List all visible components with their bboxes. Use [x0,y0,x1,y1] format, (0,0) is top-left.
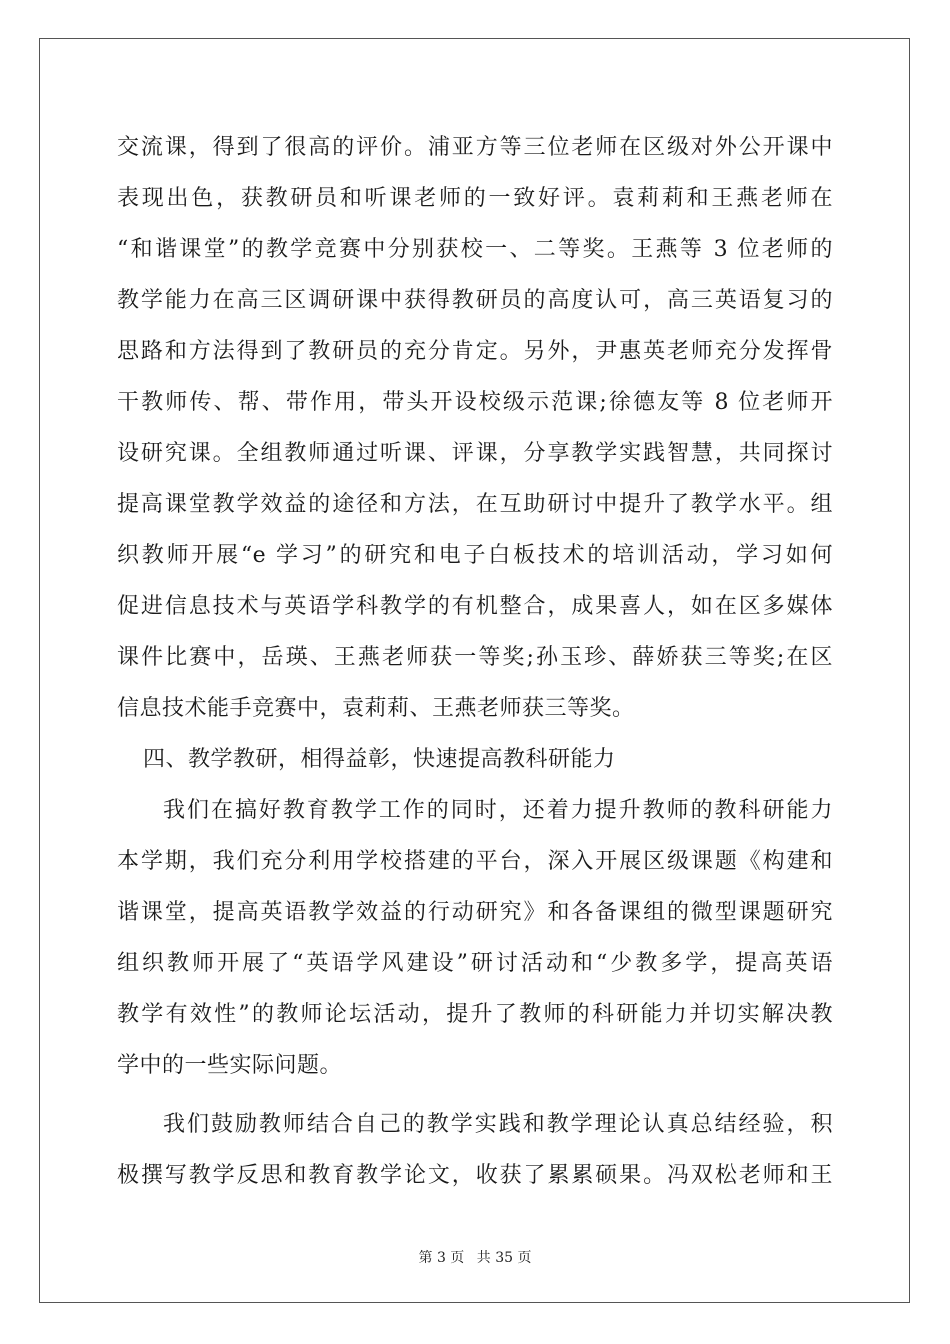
page-number: 第 3 页 [418,1250,465,1266]
text-line: “和谐课堂”的教学竞赛中分别获校一、二等奖。王燕等 3 位老师的 [117,237,833,262]
text-line: 课件比赛中，岳瑛、王燕老师获一等奖;孙玉珍、薛娇获三等奖;在区 [117,645,833,670]
text-line: 学中的一些实际问题。 [117,1053,343,1078]
text-line: 教学能力在高三区调研课中获得教研员的高度认可，高三英语复习的 [117,288,833,313]
section-heading: 四、教学教研，相得益彰，快速提高教科研能力 [143,747,616,772]
text-line: 织教师开展“e 学习”的研究和电子白板技术的培训活动，学习如何 [117,543,833,568]
text-line: 极撰写教学反思和教育教学论文，收获了累累硕果。冯双松老师和王 [117,1163,833,1188]
text-line: 信息技术能手竞赛中，袁莉莉、王燕老师获三等奖。 [117,696,635,721]
paragraph-spacer [117,1091,833,1099]
document-body [117,122,833,1201]
text-line: 交流课，得到了很高的评价。浦亚方等三位老师在区级对外公开课中 [117,135,833,160]
text-line: 促进信息技术与英语学科教学的有机整合，成果喜人，如在区多媒体 [117,594,833,619]
text-line: 设研究课。全组教师通过听课、评课，分享教学实践智慧，共同探讨 [117,441,833,466]
text-line: 教学有效性”的教师论坛活动，提升了教师的科研能力并切实解决教 [117,1002,833,1027]
text-line: 我们鼓励教师结合自己的教学实践和教学理论认真总结经验，积 [163,1112,833,1137]
text-line: 思路和方法得到了教研员的充分肯定。另外，尹惠英老师充分发挥骨 [117,339,833,364]
text-line: 组织教师开展了“英语学风建设”研讨活动和“少教多学，提高英语 [117,951,833,976]
page-total: 共 35 页 [476,1250,532,1266]
text-line: 本学期，我们充分利用学校搭建的平台，深入开展区级课题《构建和 [117,849,833,874]
text-line: 提高课堂教学效益的途径和方法，在互助研讨中提升了教学水平。组 [117,492,833,517]
text-line: 谐课堂，提高英语教学效益的行动研究》和各备课组的微型课题研究 [117,900,833,925]
text-line: 干教师传、帮、带作用，带头开设校级示范课;徐德友等 8 位老师开 [117,390,833,415]
page-footer [0,1247,950,1267]
text-line: 我们在搞好教育教学工作的同时，还着力提升教师的教科研能力 [163,798,833,823]
text-line: 表现出色，获教研员和听课老师的一致好评。袁莉莉和王燕老师在 [117,186,833,211]
